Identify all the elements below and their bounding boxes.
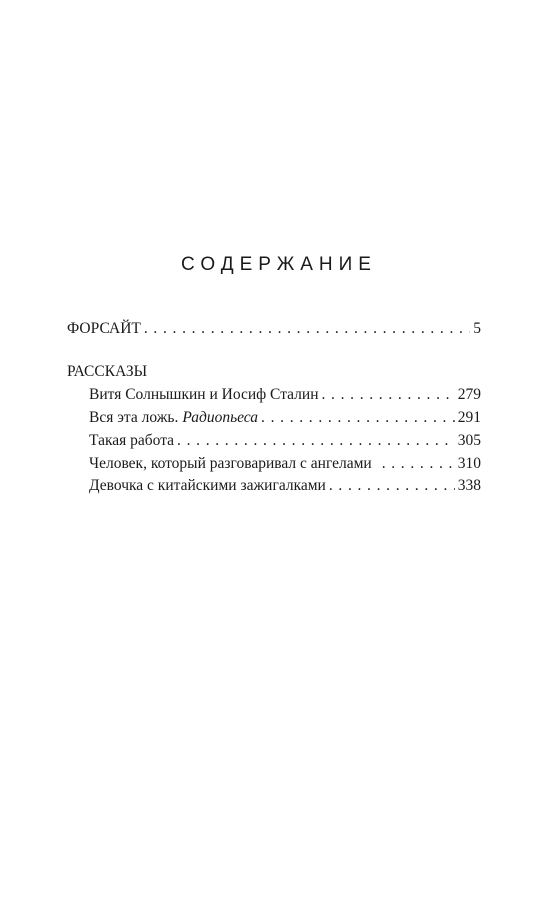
toc-entry-title: Витя Солнышкин и Иосиф Сталин xyxy=(89,386,319,403)
toc-entry-title: Вся эта ложь. xyxy=(89,409,179,426)
dot-leader xyxy=(261,409,455,427)
toc-entry-title: Девочка с китайскими зажигалками xyxy=(89,477,326,494)
toc-entry-page: 310 xyxy=(457,455,481,472)
dot-leader xyxy=(329,477,455,495)
toc-entry-page: 5 xyxy=(473,320,481,337)
toc-entry-story xyxy=(89,386,481,404)
toc-entry-forsyte xyxy=(67,320,481,338)
contents-title: СОДЕРЖАНИЕ xyxy=(181,254,377,275)
toc-entry-title: ФОРСАЙТ xyxy=(67,320,141,337)
dot-leader xyxy=(382,455,455,473)
toc-entry-page: 305 xyxy=(457,432,481,449)
dot-leader xyxy=(177,432,455,450)
dot-leader xyxy=(144,320,470,338)
toc-entry-subtitle: Радиопьеса xyxy=(182,409,259,426)
toc-entry-story xyxy=(89,432,481,450)
toc-entry-story xyxy=(89,477,481,495)
toc-entry-story xyxy=(89,455,481,473)
toc-entry-story xyxy=(89,409,481,427)
toc-entry-title: Человек, который разговаривал с ангелами xyxy=(89,455,372,472)
stories-heading: РАССКАЗЫ xyxy=(67,363,148,380)
toc-entry-title: Такая работа xyxy=(89,432,175,449)
toc-entry-page: 291 xyxy=(457,409,481,426)
dot-leader xyxy=(322,386,455,404)
toc-entry-page: 338 xyxy=(457,477,481,494)
toc-entry-page: 279 xyxy=(457,386,481,403)
